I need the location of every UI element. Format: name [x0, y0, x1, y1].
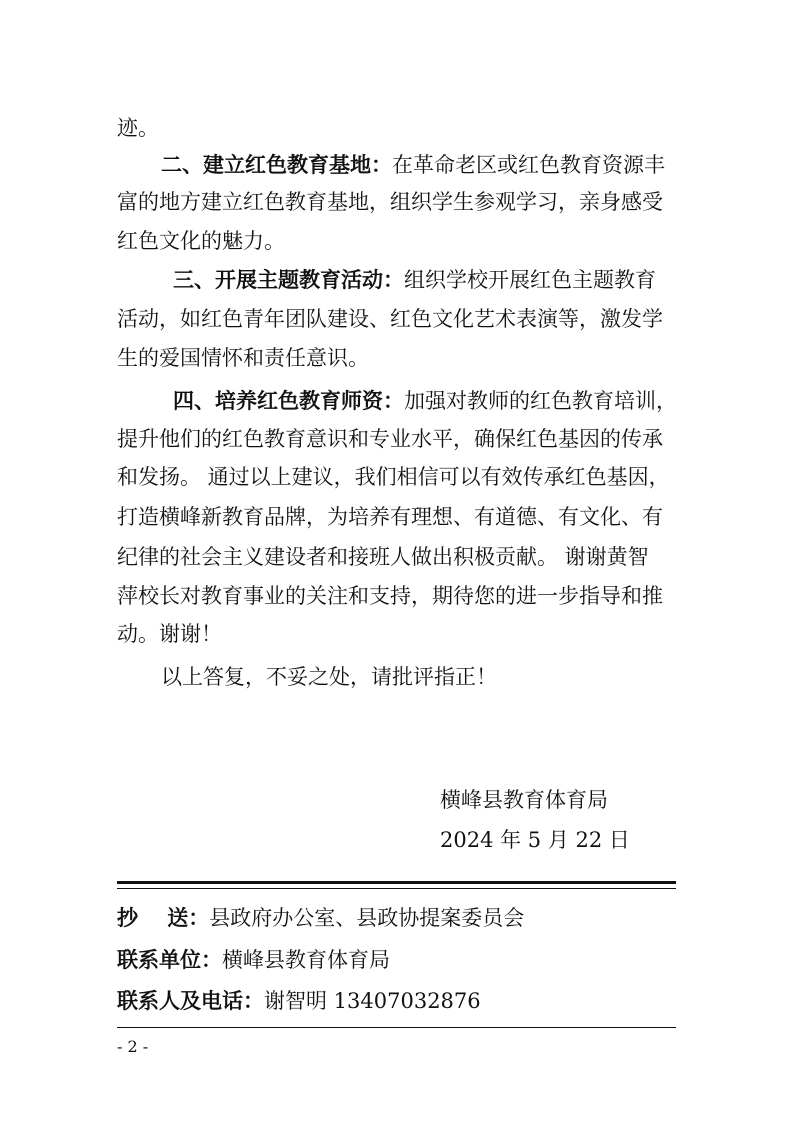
body-line: 迹。 [117, 116, 159, 140]
body-line: 和发扬。 通过以上建议，我们相信可以有效传承红色基因， [117, 465, 670, 489]
paragraph-3-first-line [117, 266, 687, 294]
body-line: 纪律的社会主义建设者和接班人做出积极贡献。 谢谢黄智 [117, 545, 649, 569]
paragraph-4-first-line [117, 387, 687, 415]
body-line: 动。谢谢！ [117, 622, 222, 646]
paragraph-4-heading: 四、培养红色教育师资： [173, 389, 404, 413]
contact-unit-label: 联系单位： [117, 948, 222, 972]
paragraph-3-heading: 三、开展主题教育活动： [173, 268, 404, 292]
body-line: 提升他们的红色教育意识和专业水平，确保红色基因的传承 [117, 427, 663, 451]
body-line: 活动，如红色青年团队建设、红色文化艺术表演等，激发学 [117, 307, 663, 331]
closing-line [117, 663, 687, 691]
cc-line [117, 904, 524, 932]
paragraph-2-first-line [117, 151, 687, 179]
signature-org: 横峰县教育体育局 [440, 788, 608, 812]
footer-top-rule-thick [117, 881, 676, 884]
contact-person-value: 谢智明 13407032876 [264, 989, 481, 1013]
page-number: - 2 - [117, 1037, 149, 1056]
body-line: 生的爱国情怀和责任意识。 [117, 346, 369, 370]
body-line: 萍校长对教育事业的关注和支持，期待您的进一步指导和推 [117, 584, 663, 608]
contact-unit-line [117, 946, 390, 974]
signature-date: 2024 年 5 月 22 日 [440, 828, 630, 852]
body-line: 打造横峰新教育品牌，为培养有理想、有道德、有文化、有 [117, 505, 663, 529]
cc-value: 县政府办公室、县政协提案委员会 [209, 906, 525, 930]
body-text: 在革命老区或红色教育资源丰 [392, 153, 665, 177]
body-line: 富的地方建立红色教育基地，组织学生参观学习，亲身感受 [117, 190, 663, 214]
contact-person-label: 联系人及电话： [117, 989, 264, 1013]
footer-top-rule-thin [117, 888, 676, 889]
contact-unit-value: 横峰县教育体育局 [222, 948, 390, 972]
cc-label: 抄 送： [117, 906, 210, 930]
body-text: 加强对教师的红色教育培训， [404, 389, 677, 413]
footer-bottom-rule [117, 1027, 676, 1028]
closing-text: 以上答复，不妥之处，请批评指正！ [161, 665, 497, 689]
body-text: 组织学校开展红色主题教育 [404, 268, 656, 292]
body-line: 红色文化的魅力。 [117, 229, 285, 253]
paragraph-2-heading: 二、建立红色教育基地： [161, 153, 392, 177]
contact-person-line [117, 987, 481, 1015]
